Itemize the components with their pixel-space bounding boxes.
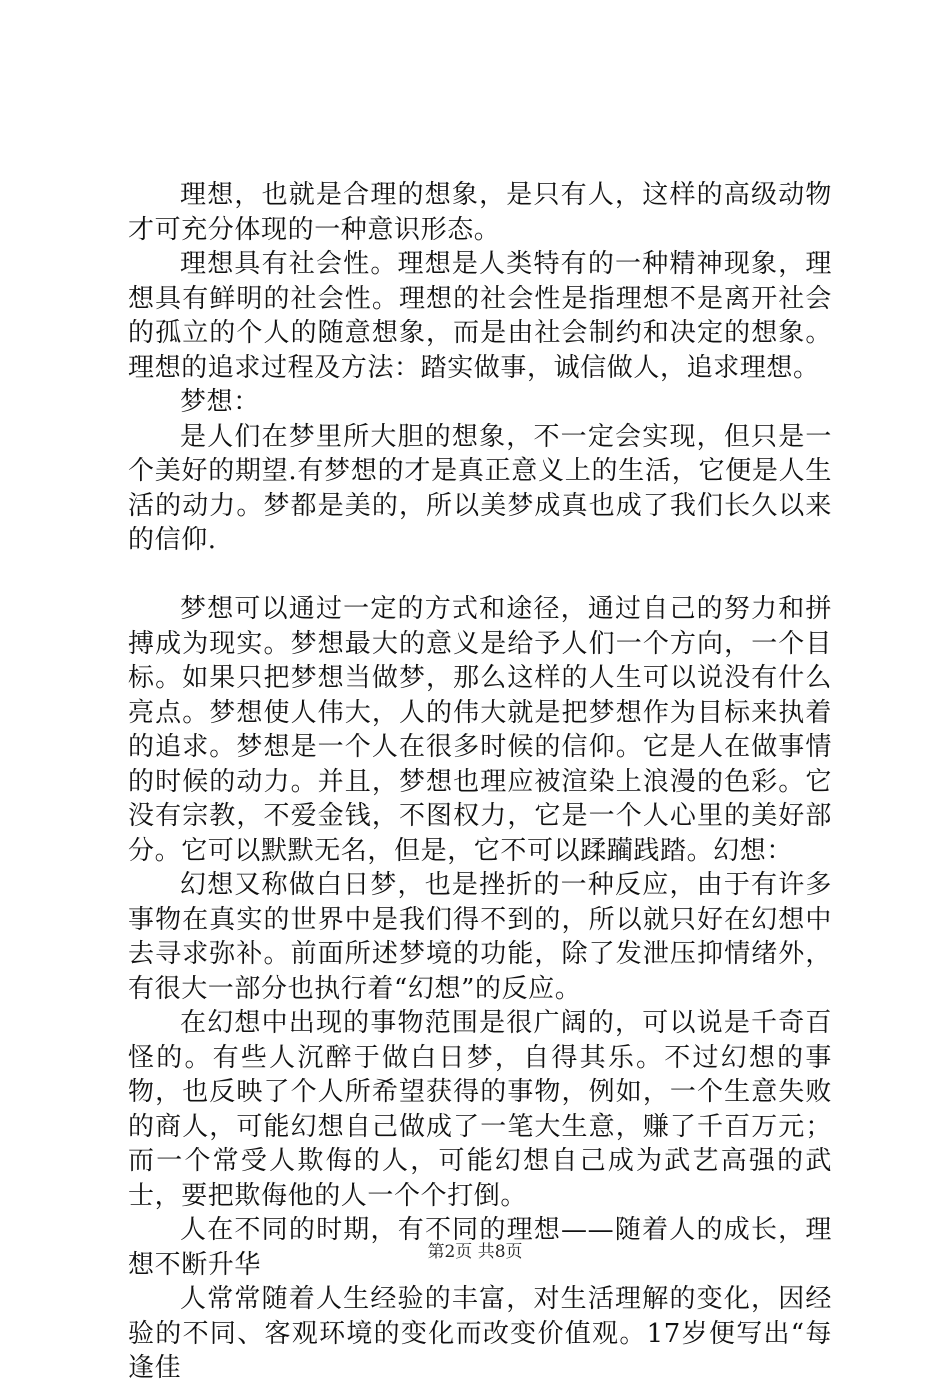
page-number-footer: 第2页 共8页 bbox=[427, 1242, 523, 1262]
paragraph-ideal-social: 理想具有社会性。理想是人类特有的一种精神现象，理想具有鲜明的社会性。理想的社会性是指理想不是离开社会的孤立的个人的随意想象，而是由社会制约和决定的想象。理想的追求过程及方法：踏实做事，诚信做人，追求理想。 bbox=[128, 249, 832, 383]
paragraph-fantasy-range: 在幻想中出现的事物范围是很广阔的，可以说是千奇百怪的。有些人沉醉于做白日梦，自得其乐。不过幻想的事物，也反映了个人所希望获得的事物，例如，一个生意失败的商人，可能幻想自己做成了一笔大生意，赚了千百万元；而一个常受人欺侮的人，可能幻想自己成为武艺高强的武士，要把欺侮他的人一个个打倒。 bbox=[128, 1008, 832, 1211]
paragraph-dream-definition: 是人们在梦里所大胆的想象，不一定会实现，但只是一个美好的期望.有梦想的才是真正意义上的生活，它便是人生活的动力。梦都是美的，所以美梦成真也成了我们长久以来的信仰. bbox=[128, 421, 832, 555]
heading-dream: 梦想： bbox=[180, 387, 260, 417]
paragraph-spacer bbox=[128, 558, 832, 593]
paragraph-ideal-definition: 理想，也就是合理的想象，是只有人，这样的高级动物才可充分体现的一种意识形态。 bbox=[128, 180, 832, 245]
paragraph-experience: 人常常随着人生经验的丰富，对生活理解的变化，因经验的不同、客观环境的变化而改变价值观。17岁便写出“每逢佳 bbox=[128, 1284, 832, 1383]
document-body bbox=[128, 178, 832, 1386]
paragraph-fantasy-definition: 幻想又称做白日梦，也是挫折的一种反应，由于有许多事物在真实的世界中是我们得不到的，所以就只好在幻想中去寻求弥补。前面所述梦境的功能，除了发泄压抑情绪外，有很大一部分也执行着“幻想”的反应。 bbox=[128, 870, 832, 1004]
paragraph-ideal-growth: 人在不同的时期，有不同的理想——随着人的成长，理想不断升华 bbox=[128, 1215, 832, 1280]
paragraph-dream-meaning: 梦想可以通过一定的方式和途径，通过自己的努力和拼搏成为现实。梦想最大的意义是给予人们一个方向，一个目标。如果只把梦想当做梦，那么这样的人生可以说没有什么亮点。梦想使人伟大，人的伟大就是把梦想作为目标来执着的追求。梦想是一个人在很多时候的信仰。它是人在做事情的时候的动力。并且，梦想也理应被渲染上浪漫的色彩。它没有宗教，不爱金钱，不图权力，它是一个人心里的美好部分。它可以默默无名，但是，它不可以蹂躏践踏。幻想： bbox=[128, 594, 832, 866]
